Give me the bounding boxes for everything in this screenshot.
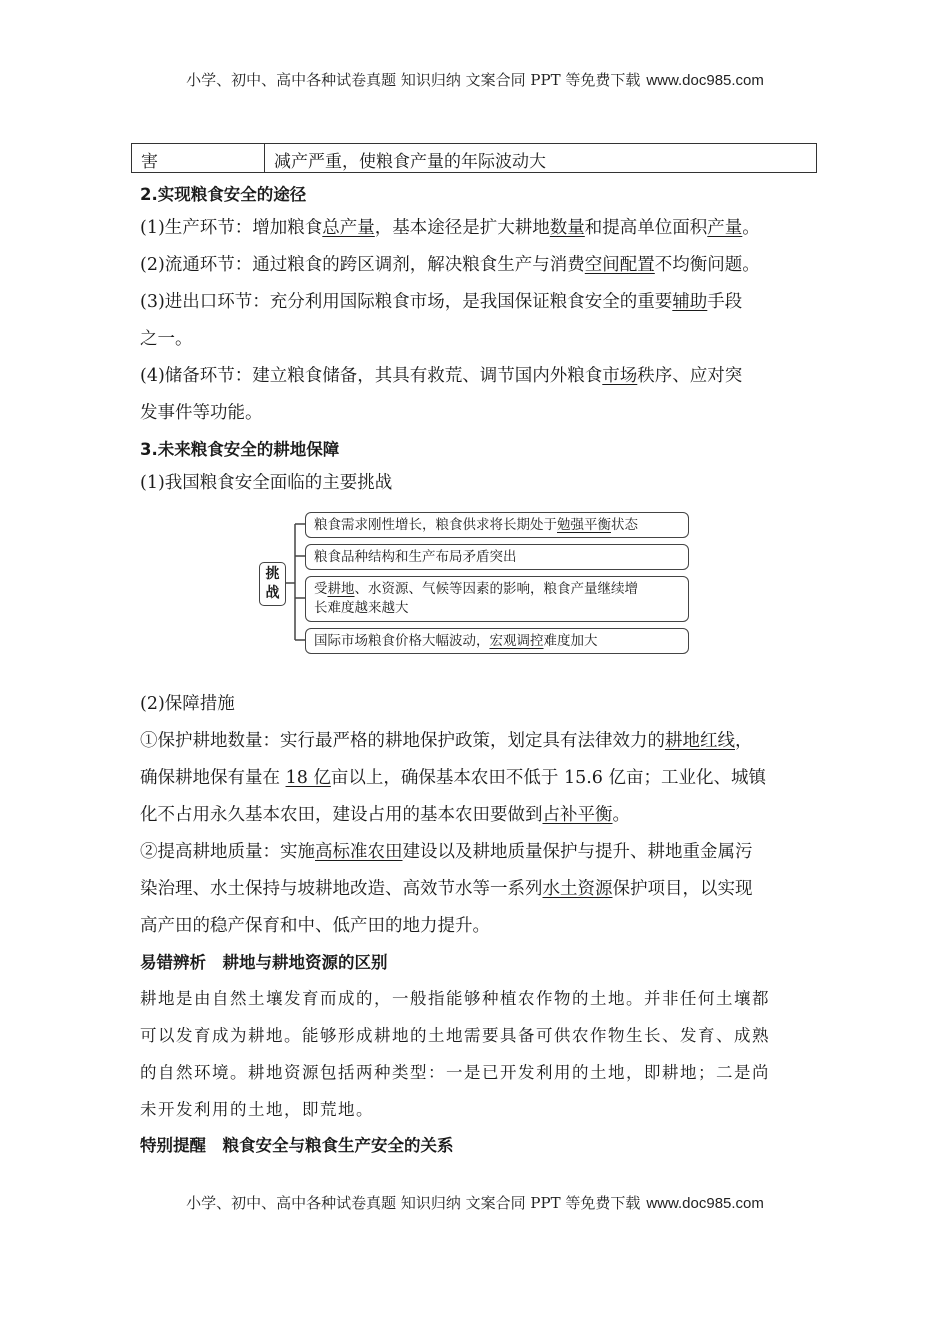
text: 、水资源、气候等因素的影响，粮食产量继续增 bbox=[354, 581, 638, 597]
text: 秩序、应对突 bbox=[637, 366, 743, 386]
section-2-point-4 bbox=[140, 358, 820, 395]
measure-2-line-1 bbox=[140, 834, 820, 871]
text: (2)流通环节：通过粮食的跨区调剂，解决粮食生产与消费 bbox=[140, 255, 585, 275]
measure-2-line-3: 高产田的稳产保育和中、低产田的地力提升。 bbox=[140, 916, 490, 936]
key-term: 产量 bbox=[707, 218, 743, 238]
challenge-3 bbox=[305, 576, 689, 622]
key-term: 占补平衡 bbox=[542, 805, 613, 825]
page-header bbox=[0, 69, 950, 90]
header-website-link[interactable]: www.doc985.com bbox=[646, 72, 764, 89]
text: 建设以及耕地质量保护与提升、耕地重金属污 bbox=[402, 842, 753, 862]
section-2-point-3-cont: 之一。 bbox=[140, 329, 193, 349]
key-term: 耕地红线 bbox=[665, 731, 735, 751]
text: ， bbox=[735, 731, 753, 751]
text: 长难度越来越大 bbox=[314, 600, 409, 616]
measure-1-line-1 bbox=[140, 723, 820, 760]
text: ②提高耕地质量：实施 bbox=[140, 842, 315, 862]
key-term: 高标准农田 bbox=[315, 842, 403, 862]
text: 化不占用永久基本农田，建设占用的基本农田要做到 bbox=[140, 805, 543, 825]
text: (3)进出口环节：充分利用国际粮食市场，是我国保证粮食安全的重要 bbox=[140, 292, 673, 312]
measure-1-line-3 bbox=[140, 797, 820, 834]
key-term: 数量 bbox=[549, 218, 585, 238]
challenge-2: 粮食品种结构和生产布局矛盾突出 bbox=[305, 544, 689, 570]
text: ①保护耕地数量：实行最严格的耕地保护政策，划定具有法律效力的 bbox=[140, 731, 665, 751]
key-term: 水土资源 bbox=[542, 879, 613, 899]
text: 保护项目，以实现 bbox=[612, 879, 753, 899]
key-term: 耕地 bbox=[327, 581, 355, 597]
note-1-line: 可以发育成为耕地。能够形成耕地的土地需要具备可供农作物生长、发育、成熟 bbox=[140, 1026, 770, 1045]
key-term: 18 亿 bbox=[285, 768, 331, 788]
text: (1)生产环节：增加粮食 bbox=[140, 218, 323, 238]
text: 手段 bbox=[707, 292, 743, 312]
section-2-point-4-cont: 发事件等功能。 bbox=[140, 403, 263, 423]
note-2-title: 特别提醒 粮食安全与粮食生产安全的关系 bbox=[140, 1136, 454, 1155]
section-2-title: 2.实现粮食安全的途径 bbox=[140, 185, 307, 204]
key-term: 勉强平衡 bbox=[557, 517, 611, 533]
key-term: 辅助 bbox=[672, 292, 708, 312]
key-term: 空间配置 bbox=[584, 255, 655, 275]
section-2-point-1 bbox=[140, 210, 820, 247]
measure-2-line-2 bbox=[140, 871, 820, 908]
section-3-subtitle-2: (2)保障措施 bbox=[140, 694, 235, 714]
text: 状态 bbox=[611, 517, 638, 533]
diagram-root bbox=[259, 562, 286, 606]
text: 染治理、水土保持与坡耕地改造、高效节水等一系列 bbox=[140, 879, 543, 899]
header-text: 小学、初中、高中各种试卷真题 知识归纳 文案合同 PPT 等免费下载 bbox=[186, 71, 641, 89]
note-1-line: 的自然环境。耕地资源包括两种类型：一是已开发利用的土地，即耕地；二是尚 bbox=[140, 1063, 770, 1082]
text: 亩以上，确保基本农田不低于 15.6 亿亩；工业化、城镇 bbox=[330, 768, 766, 788]
text: 国际市场粮食价格大幅波动， bbox=[314, 633, 490, 649]
key-term: 宏观调控 bbox=[489, 633, 544, 649]
text: 难度加大 bbox=[543, 633, 598, 649]
table-cell-content: 减产严重，使粮食产量的年际波动大 bbox=[274, 152, 546, 172]
section-2-point-3 bbox=[140, 284, 820, 321]
section-3-subtitle-1: (1)我国粮食安全面临的主要挑战 bbox=[140, 473, 393, 493]
note-1-line: 耕地是由自然土壤发育而成的，一般指能够种植农作物的土地。并非任何土壤都 bbox=[140, 989, 770, 1008]
section-2-point-2 bbox=[140, 247, 820, 284]
measure-1-line-2 bbox=[140, 760, 820, 797]
text: 不均衡问题。 bbox=[654, 255, 760, 275]
key-term: 总产量 bbox=[322, 218, 375, 238]
table-cell-label: 害 bbox=[132, 144, 265, 172]
challenge-4 bbox=[305, 628, 689, 654]
footer-text: 小学、初中、高中各种试卷真题 知识归纳 文案合同 PPT 等免费下载 bbox=[186, 1194, 641, 1212]
text: (4)储备环节：建立粮食储备，其具有救荒、调节国内外粮食 bbox=[140, 366, 603, 386]
key-term: 市场 bbox=[602, 366, 638, 386]
text: 。 bbox=[612, 805, 630, 825]
table-row bbox=[131, 143, 817, 173]
text: 和提高单位面积 bbox=[584, 218, 708, 238]
text: 确保耕地保有量在 bbox=[140, 768, 286, 788]
text: 粮食需求刚性增长，粮食供求将长期处于 bbox=[314, 517, 557, 533]
text: 。 bbox=[742, 218, 760, 238]
root-label: 挑战 bbox=[265, 566, 280, 601]
page-footer bbox=[0, 1192, 950, 1213]
footer-website-link[interactable]: www.doc985.com bbox=[646, 1195, 764, 1212]
text: 受 bbox=[314, 581, 328, 597]
text: ，基本途径是扩大耕地 bbox=[374, 218, 550, 238]
challenge-1 bbox=[305, 512, 689, 538]
challenges-diagram bbox=[255, 508, 695, 658]
note-1-title: 易错辨析 耕地与耕地资源的区别 bbox=[140, 953, 388, 972]
note-1-line: 未开发利用的土地，即荒地。 bbox=[140, 1100, 374, 1119]
section-3-title: 3.未来粮食安全的耕地保障 bbox=[140, 440, 340, 459]
